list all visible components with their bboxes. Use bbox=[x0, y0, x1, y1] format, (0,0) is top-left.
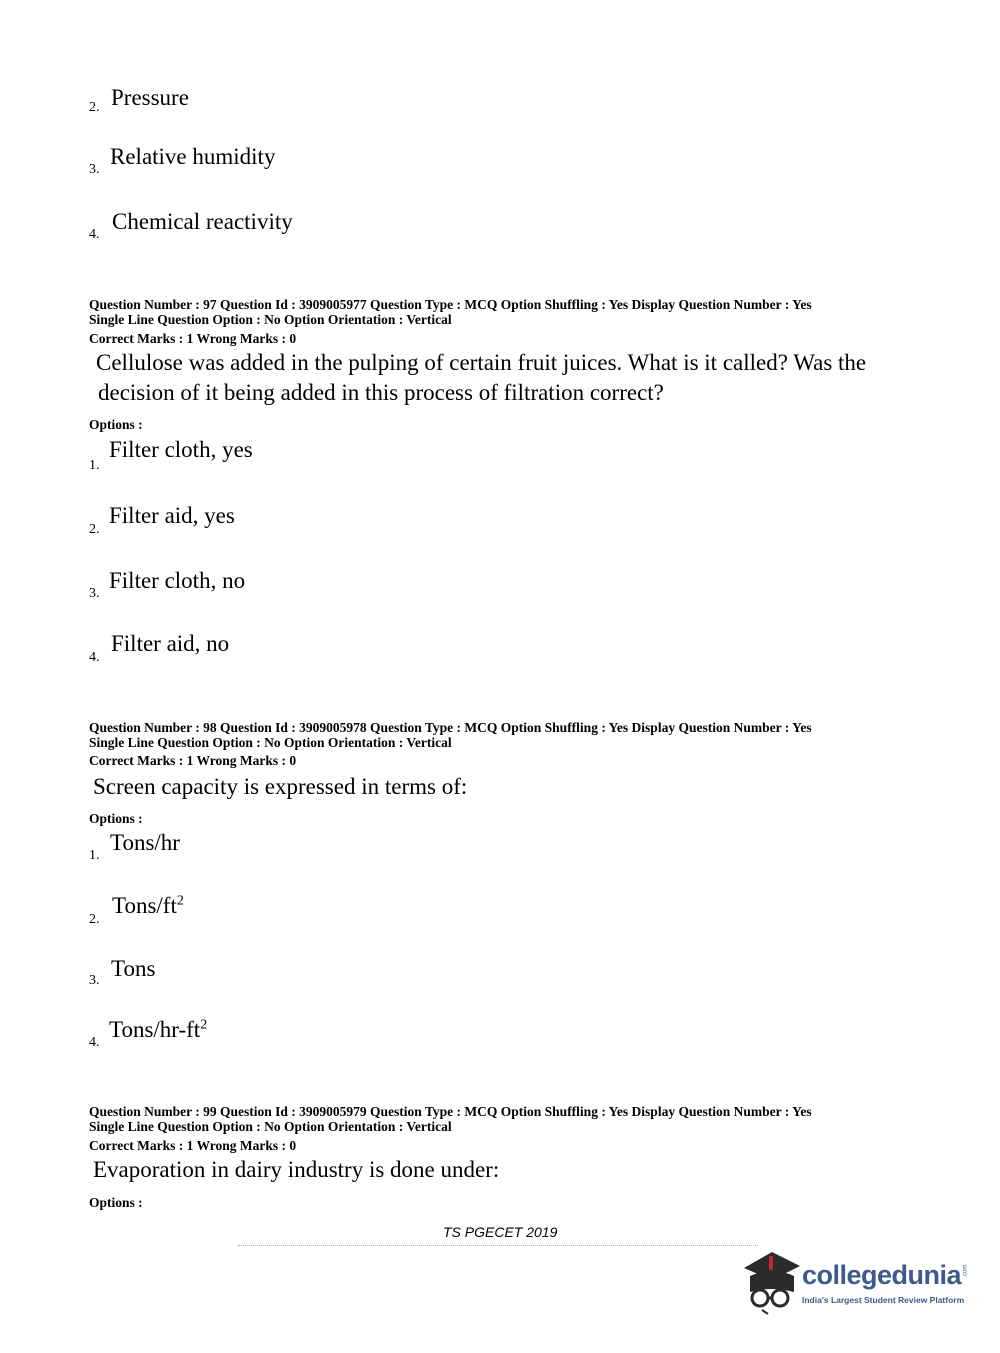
option-number: 2. bbox=[89, 100, 100, 115]
options-label: Options : bbox=[89, 811, 143, 826]
option-number: 3. bbox=[89, 586, 100, 601]
option-text-base: Tons/ft bbox=[112, 893, 177, 918]
option-number: 3. bbox=[89, 973, 100, 988]
logo-wordmark: collegedunia bbox=[802, 1260, 962, 1290]
question-meta-line: Single Line Question Option : No Option Orientation : Vertical bbox=[89, 1119, 452, 1134]
option-text: Filter aid, no bbox=[111, 631, 230, 656]
option-text-base: Tons/hr-ft bbox=[109, 1017, 201, 1042]
logo-tagline: India's Largest Student Review Platform bbox=[802, 1295, 965, 1305]
logo-com: .com bbox=[962, 1264, 969, 1278]
option-number: 1. bbox=[89, 848, 100, 863]
question-meta bbox=[89, 720, 812, 750]
question-meta-line: Question Number : 98 Question Id : 3909005978 Question Type : MCQ Option Shuffling : Yes Display Question Number : Yes bbox=[89, 720, 812, 735]
option-text: Filter cloth, no bbox=[109, 568, 246, 593]
question-meta bbox=[89, 297, 812, 327]
question-text bbox=[96, 348, 866, 408]
option-text: Chemical reactivity bbox=[112, 209, 293, 234]
question-text-line: decision of it being added in this process of filtration correct? bbox=[98, 380, 664, 405]
option-number: 2. bbox=[89, 912, 100, 927]
mascot-icon bbox=[740, 1246, 804, 1316]
collegedunia-logo bbox=[740, 1246, 970, 1318]
question-marks: Correct Marks : 1 Wrong Marks : 0 bbox=[89, 1138, 297, 1153]
options-label: Options : bbox=[89, 1195, 143, 1210]
question-text-line: Evaporation in dairy industry is done under: bbox=[93, 1157, 500, 1182]
option-text bbox=[112, 893, 184, 919]
question-text-line: Cellulose was added in the pulping of certain fruit juices. What is it called? Was the bbox=[96, 350, 867, 375]
question-text bbox=[93, 1155, 499, 1185]
option-text: Relative humidity bbox=[110, 144, 276, 169]
superscript: 2 bbox=[176, 893, 184, 909]
question-meta-line: Single Line Question Option : No Option Orientation : Vertical bbox=[89, 312, 452, 327]
option-number: 4. bbox=[89, 227, 100, 242]
option-text: Tons/hr bbox=[110, 830, 180, 855]
superscript: 2 bbox=[200, 1017, 208, 1033]
option-number: 1. bbox=[89, 458, 100, 473]
question-marks: Correct Marks : 1 Wrong Marks : 0 bbox=[89, 331, 297, 346]
option-number: 2. bbox=[89, 522, 100, 537]
question-text-line: Screen capacity is expressed in terms of: bbox=[93, 774, 468, 799]
option-text: Filter aid, yes bbox=[109, 503, 235, 528]
question-meta-line: Question Number : 99 Question Id : 3909005979 Question Type : MCQ Option Shuffling : Yes Display Question Number : Yes bbox=[89, 1104, 812, 1119]
footer-divider bbox=[238, 1245, 758, 1247]
question-marks: Correct Marks : 1 Wrong Marks : 0 bbox=[89, 753, 297, 768]
option-number: 4. bbox=[89, 650, 100, 665]
option-text bbox=[109, 1017, 207, 1043]
question-meta-line: Single Line Question Option : No Option Orientation : Vertical bbox=[89, 735, 452, 750]
question-meta bbox=[89, 1104, 812, 1134]
options-label: Options : bbox=[89, 417, 143, 432]
option-text: Tons bbox=[111, 956, 156, 981]
option-number: 3. bbox=[89, 162, 100, 177]
option-text: Pressure bbox=[111, 85, 189, 110]
question-text bbox=[93, 772, 467, 802]
footer-exam-name: TS PGECET 2019 bbox=[443, 1224, 558, 1240]
question-meta-line: Question Number : 97 Question Id : 3909005977 Question Type : MCQ Option Shuffling : Yes Display Question Number : Yes bbox=[89, 297, 812, 312]
option-number: 4. bbox=[89, 1035, 100, 1050]
option-text: Filter cloth, yes bbox=[109, 437, 253, 462]
